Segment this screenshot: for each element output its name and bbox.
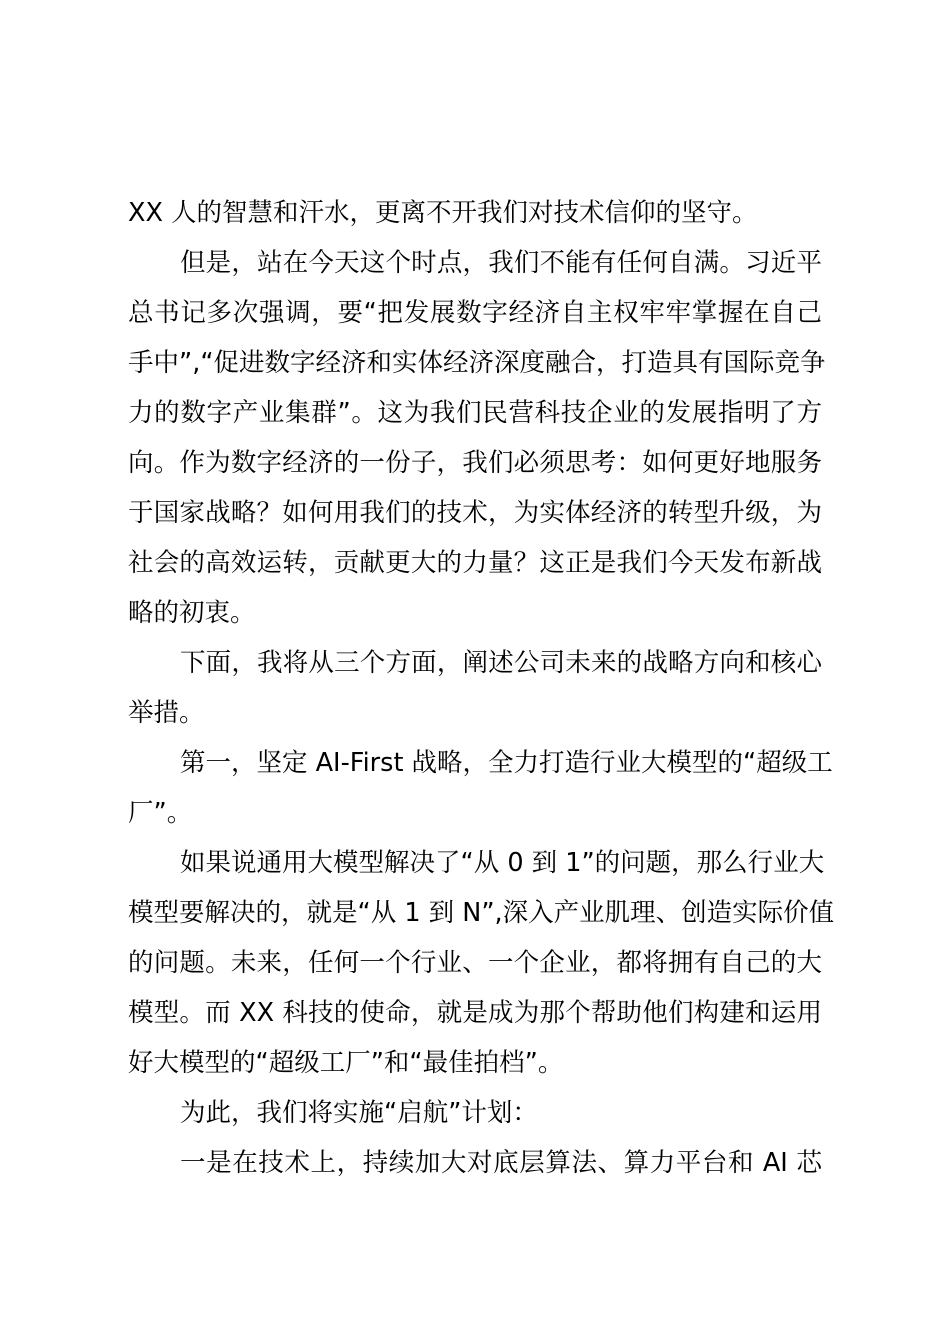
paragraph-line: 总书记多次强调，要“把发展数字经济自主权牢牢掌握在自己 <box>128 298 822 328</box>
paragraph-line: XX 人的智慧和汗水，更离不开我们对技术信仰的坚守。 <box>128 198 758 228</box>
paragraph-line: 为此，我们将实施“启航”计划： <box>180 1098 538 1128</box>
paragraph-line: 下面，我将从三个方面，阐述公司未来的战略方向和核心 <box>180 648 822 678</box>
paragraph-line: 手中”,“促进数字经济和实体经济深度融合，打造具有国际竞争 <box>128 348 826 378</box>
paragraph-line: 模型。而 XX 科技的使命，就是成为那个帮助他们构建和运用 <box>128 998 822 1028</box>
paragraph-line: 厂”。 <box>128 798 193 828</box>
paragraph-line: 于国家战略？如何用我们的技术，为实体经济的转型升级，为 <box>128 498 822 528</box>
paragraph-line: 第一，坚定 AI-First 战略，全力打造行业大模型的“超级工 <box>180 748 833 778</box>
document-page <box>128 188 835 1188</box>
paragraph-line: 的问题。未来，任何一个行业、一个企业，都将拥有自己的大 <box>128 948 822 978</box>
paragraph-line: 但是，站在今天这个时点，我们不能有任何自满。习近平 <box>180 248 822 278</box>
paragraph-line: 如果说通用大模型解决了“从 0 到 1”的问题，那么行业大 <box>180 848 825 878</box>
paragraph-line: 力的数字产业集群”。这为我们民营科技企业的发展指明了方 <box>128 398 822 428</box>
paragraph-line: 一是在技术上，持续加大对底层算法、算力平台和 AI 芯 <box>180 1148 822 1178</box>
paragraph-line: 社会的高效运转，贡献更大的力量？这正是我们今天发布新战 <box>128 548 822 578</box>
paragraph-line: 好大模型的“超级工厂”和“最佳拍档”。 <box>128 1048 564 1078</box>
paragraph-line: 举措。 <box>128 698 205 728</box>
paragraph-line: 向。作为数字经济的一份子，我们必须思考：如何更好地服务 <box>128 448 822 478</box>
paragraph-line: 略的初衷。 <box>128 598 256 628</box>
paragraph-line: 模型要解决的，就是“从 1 到 N”,深入产业肌理、创造实际价值 <box>128 898 835 928</box>
